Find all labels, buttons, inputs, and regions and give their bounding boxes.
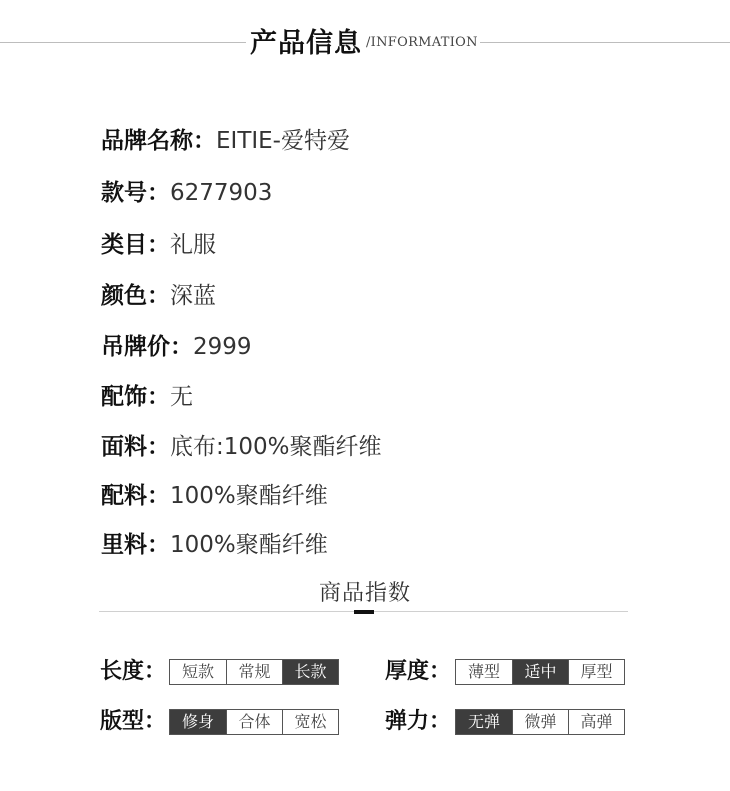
info-value: 2999 [193,334,252,360]
info-row-accessories [101,382,193,412]
page-subtitle: /INFORMATION [366,35,478,50]
header-divider-right [480,42,730,43]
elasticity-label: 弹力： [385,709,452,734]
fit-label: 版型： [100,709,167,734]
info-value: 100%聚酯纤维 [170,483,328,509]
info-row-lining [101,530,328,560]
info-value: 无 [170,384,193,410]
elasticity-option-none[interactable]: 无弹 [456,710,512,734]
length-option-regular[interactable]: 常规 [226,660,282,684]
length-option-long[interactable]: 长款 [282,660,338,684]
fit-option-loose[interactable]: 宽松 [282,710,338,734]
thickness-label: 厚度： [385,659,452,684]
info-label: 品牌名称： [101,128,216,154]
info-value: 100%聚酯纤维 [170,532,328,558]
header-divider-left [0,42,246,43]
info-row-style-number [101,178,272,208]
info-label: 颜色： [101,283,170,309]
fit-option-regular[interactable]: 合体 [226,710,282,734]
section-divider-accent [354,610,374,614]
info-label: 款号： [101,180,170,206]
elasticity-options [455,709,625,735]
info-label: 面料： [101,434,170,460]
elasticity-option-high[interactable]: 高弹 [568,710,624,734]
info-row-trim [101,481,328,511]
length-options [169,659,339,685]
thickness-option-thick[interactable]: 厚型 [568,660,624,684]
info-label: 配饰： [101,384,170,410]
info-row-category [101,230,216,260]
thickness-options [455,659,625,685]
info-label: 吊牌价： [101,334,193,360]
info-row-color [101,281,216,311]
section-title-product-index: 商品指数 [318,581,411,606]
elasticity-option-slight[interactable]: 微弹 [512,710,568,734]
info-label: 配料： [101,483,170,509]
length-option-short[interactable]: 短款 [170,660,226,684]
fit-options [169,709,339,735]
info-row-price [101,332,252,362]
thickness-option-thin[interactable]: 薄型 [456,660,512,684]
info-value: 6277903 [170,180,273,206]
info-value: 底布:100%聚酯纤维 [170,434,382,460]
length-label: 长度： [100,659,167,684]
page-title: 产品信息 [250,28,362,59]
fit-option-slim[interactable]: 修身 [170,710,226,734]
info-row-brand [101,126,350,156]
info-value: EITIE-爱特爱 [216,128,350,154]
thickness-option-medium[interactable]: 适中 [512,660,568,684]
info-label: 类目： [101,232,170,258]
info-label: 里料： [101,532,170,558]
info-value: 深蓝 [170,283,216,309]
info-value: 礼服 [170,232,216,258]
info-row-fabric [101,432,382,462]
